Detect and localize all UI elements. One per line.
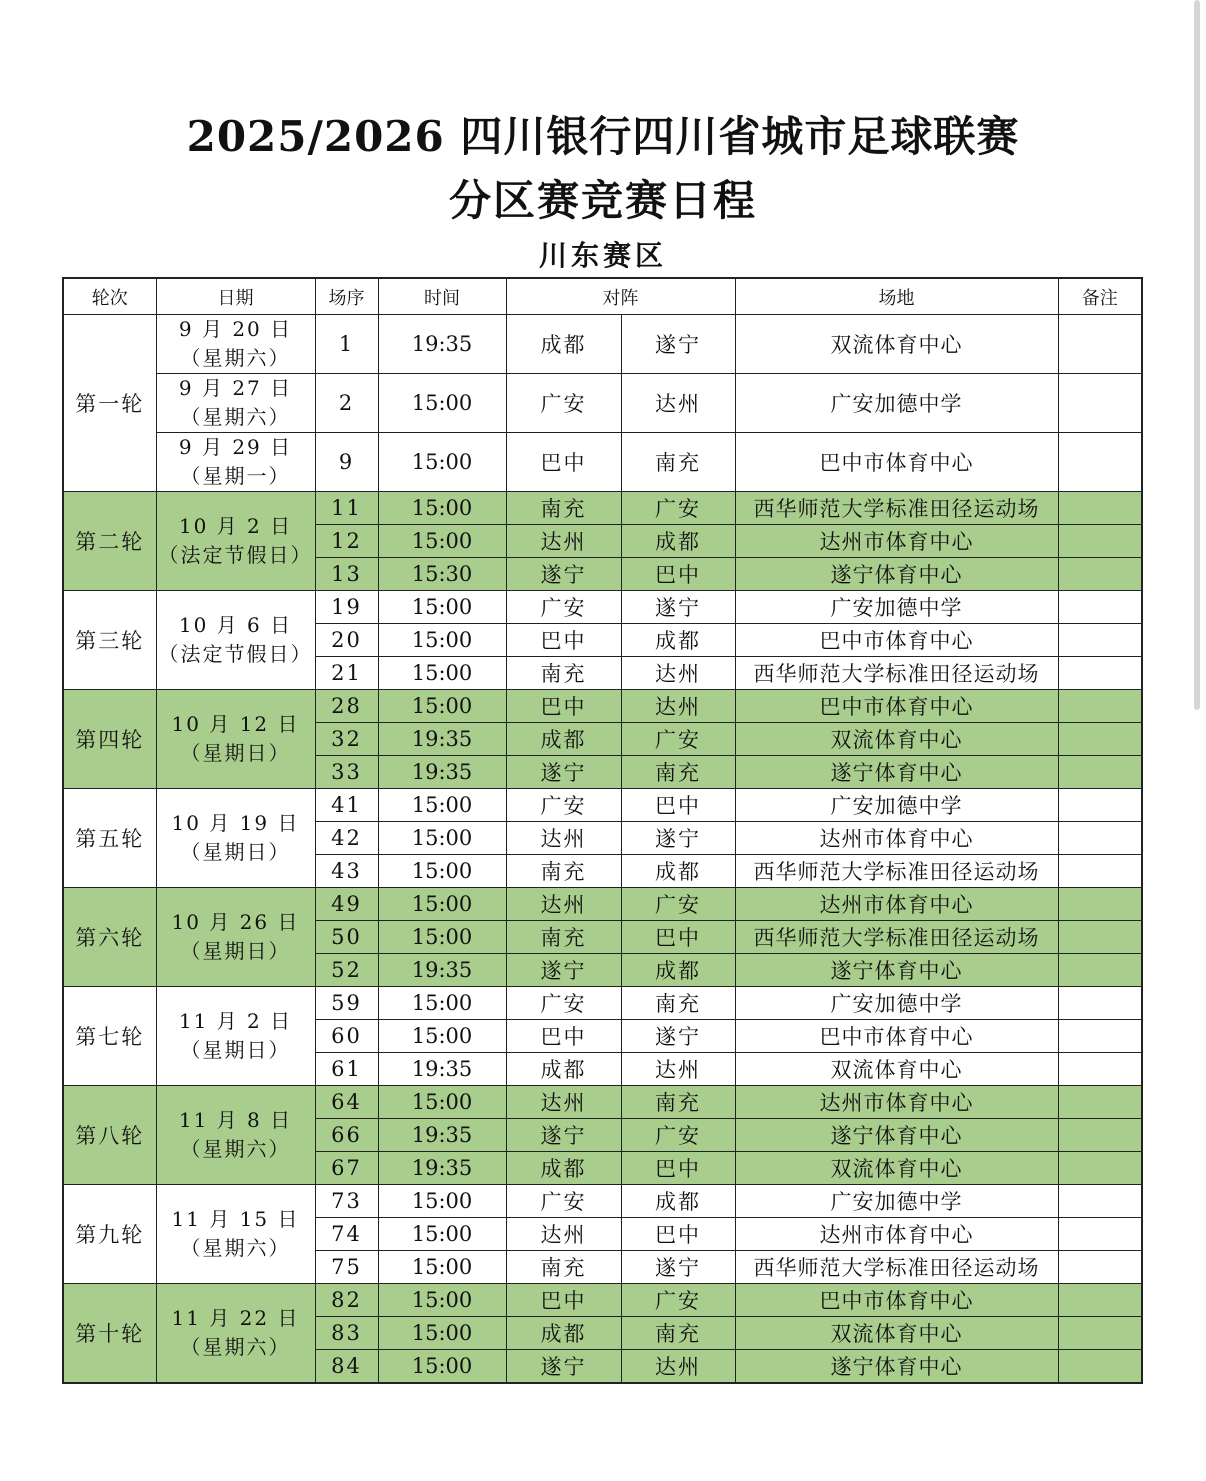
kickoff-time: 19:35 [378, 1119, 506, 1152]
venue: 巴中市体育中心 [735, 1020, 1058, 1053]
note [1058, 954, 1142, 987]
away-team: 遂宁 [621, 315, 735, 374]
away-team: 广安 [621, 1119, 735, 1152]
kickoff-time: 15:00 [378, 822, 506, 855]
match-no: 21 [315, 657, 378, 690]
note [1058, 822, 1142, 855]
match-no: 49 [315, 888, 378, 921]
header-venue: 场地 [735, 278, 1058, 315]
header-time: 时间 [378, 278, 506, 315]
home-team: 巴中 [506, 690, 621, 723]
region-title: 川东赛区 [538, 239, 667, 272]
match-no: 52 [315, 954, 378, 987]
match-date [156, 374, 315, 433]
round-date [156, 888, 315, 987]
round-label: 第八轮 [63, 1086, 156, 1185]
date-text: 9 月 29 日 [178, 435, 293, 459]
round-date [156, 1185, 315, 1284]
venue: 西华师范大学标准田径运动场 [735, 1251, 1058, 1284]
home-team: 成都 [506, 1152, 621, 1185]
round-label: 第三轮 [63, 591, 156, 690]
note [1058, 855, 1142, 888]
note [1058, 1053, 1142, 1086]
home-team: 南充 [506, 855, 621, 888]
match-no: 42 [315, 822, 378, 855]
table-row [63, 1284, 1142, 1317]
kickoff-time: 15:00 [378, 987, 506, 1020]
venue: 遂宁体育中心 [735, 954, 1058, 987]
kickoff-time: 15:30 [378, 558, 506, 591]
weekday-text: （星期六） [180, 1334, 291, 1359]
away-team: 成都 [621, 855, 735, 888]
away-team: 南充 [621, 1317, 735, 1350]
note [1058, 1086, 1142, 1119]
table-row [63, 374, 1142, 433]
away-team: 巴中 [621, 1152, 735, 1185]
kickoff-time: 15:00 [378, 855, 506, 888]
home-team: 南充 [506, 657, 621, 690]
kickoff-time: 15:00 [378, 433, 506, 492]
round-date [156, 591, 315, 690]
away-team: 广安 [621, 888, 735, 921]
weekday-text: （星期六） [180, 405, 291, 429]
kickoff-time: 15:00 [378, 888, 506, 921]
away-team: 遂宁 [621, 1251, 735, 1284]
kickoff-time: 15:00 [378, 1020, 506, 1053]
table-row [63, 690, 1142, 723]
weekday-text: （星期一） [180, 464, 291, 488]
away-team: 广安 [621, 492, 735, 525]
match-no: 64 [315, 1086, 378, 1119]
table-row [63, 591, 1142, 624]
header-fixture: 对阵 [506, 278, 735, 315]
header-date: 日期 [156, 278, 315, 315]
note [1058, 591, 1142, 624]
match-no: 75 [315, 1251, 378, 1284]
kickoff-time: 15:00 [378, 1317, 506, 1350]
home-team: 达州 [506, 1086, 621, 1119]
away-team: 巴中 [621, 558, 735, 591]
date-text: 11 月 15 日 [171, 1207, 300, 1231]
away-team: 巴中 [621, 789, 735, 822]
home-team: 遂宁 [506, 1350, 621, 1383]
home-team: 达州 [506, 888, 621, 921]
note [1058, 756, 1142, 789]
away-team: 达州 [621, 374, 735, 433]
round-date [156, 690, 315, 789]
round-date [156, 789, 315, 888]
away-team: 遂宁 [621, 591, 735, 624]
away-team: 南充 [621, 987, 735, 1020]
home-team: 达州 [506, 525, 621, 558]
away-team: 遂宁 [621, 822, 735, 855]
kickoff-time: 15:00 [378, 591, 506, 624]
match-no: 43 [315, 855, 378, 888]
match-no: 59 [315, 987, 378, 1020]
venue: 双流体育中心 [735, 1317, 1058, 1350]
match-no: 50 [315, 921, 378, 954]
venue: 巴中市体育中心 [735, 1284, 1058, 1317]
home-team: 巴中 [506, 1284, 621, 1317]
home-team: 广安 [506, 591, 621, 624]
venue: 双流体育中心 [735, 1152, 1058, 1185]
kickoff-time: 15:00 [378, 492, 506, 525]
away-team: 达州 [621, 1053, 735, 1086]
venue: 广安加德中学 [735, 591, 1058, 624]
home-team: 南充 [506, 921, 621, 954]
kickoff-time: 15:00 [378, 789, 506, 822]
table-row [63, 1185, 1142, 1218]
note [1058, 690, 1142, 723]
round-label: 第二轮 [63, 492, 156, 591]
kickoff-time: 15:00 [378, 1218, 506, 1251]
note [1058, 624, 1142, 657]
venue: 西华师范大学标准田径运动场 [735, 921, 1058, 954]
table-row [63, 987, 1142, 1020]
kickoff-time: 15:00 [378, 525, 506, 558]
match-date [156, 433, 315, 492]
kickoff-time: 15:00 [378, 690, 506, 723]
venue: 西华师范大学标准田径运动场 [735, 492, 1058, 525]
home-team: 广安 [506, 987, 621, 1020]
match-date [156, 315, 315, 374]
round-label: 第七轮 [63, 987, 156, 1086]
weekday-text: （星期日） [180, 840, 291, 864]
match-no: 74 [315, 1218, 378, 1251]
home-team: 达州 [506, 822, 621, 855]
round-label: 第十轮 [63, 1284, 156, 1383]
away-team: 巴中 [621, 1218, 735, 1251]
date-text: 11 月 8 日 [178, 1108, 293, 1132]
match-no: 61 [315, 1053, 378, 1086]
weekday-text: （星期六） [180, 346, 291, 370]
scrollbar[interactable] [1194, 0, 1200, 710]
match-no: 73 [315, 1185, 378, 1218]
match-no: 28 [315, 690, 378, 723]
note [1058, 1152, 1142, 1185]
table-header-row [63, 278, 1142, 315]
weekday-text: （星期日） [180, 1038, 291, 1062]
venue: 巴中市体育中心 [735, 624, 1058, 657]
note [1058, 1218, 1142, 1251]
header-match-no: 场序 [315, 278, 378, 315]
note [1058, 315, 1142, 374]
round-label: 第五轮 [63, 789, 156, 888]
note [1058, 374, 1142, 433]
note [1058, 1251, 1142, 1284]
venue: 遂宁体育中心 [735, 756, 1058, 789]
venue: 达州市体育中心 [735, 822, 1058, 855]
note [1058, 1317, 1142, 1350]
weekday-text: （星期六） [180, 1236, 291, 1260]
weekday-text: （法定节假日） [158, 642, 313, 666]
kickoff-time: 15:00 [378, 1185, 506, 1218]
note [1058, 433, 1142, 492]
schedule-table [62, 277, 1143, 1384]
kickoff-time: 15:00 [378, 657, 506, 690]
home-team: 成都 [506, 315, 621, 374]
table-row [63, 433, 1142, 492]
venue: 西华师范大学标准田径运动场 [735, 855, 1058, 888]
venue: 广安加德中学 [735, 987, 1058, 1020]
kickoff-time: 19:35 [378, 756, 506, 789]
kickoff-time: 15:00 [378, 921, 506, 954]
match-no: 84 [315, 1350, 378, 1383]
match-no: 11 [315, 492, 378, 525]
away-team: 达州 [621, 690, 735, 723]
table-row [63, 789, 1142, 822]
home-team: 遂宁 [506, 1119, 621, 1152]
header-note: 备注 [1058, 278, 1142, 315]
round-label: 第四轮 [63, 690, 156, 789]
date-text: 10 月 6 日 [178, 613, 293, 637]
kickoff-time: 19:35 [378, 723, 506, 756]
away-team: 南充 [621, 756, 735, 789]
home-team: 达州 [506, 1218, 621, 1251]
match-no: 12 [315, 525, 378, 558]
home-team: 巴中 [506, 433, 621, 492]
away-team: 达州 [621, 657, 735, 690]
venue: 双流体育中心 [735, 1053, 1058, 1086]
venue: 广安加德中学 [735, 789, 1058, 822]
away-team: 成都 [621, 1185, 735, 1218]
match-no: 1 [315, 315, 378, 374]
note [1058, 921, 1142, 954]
weekday-text: （星期日） [180, 939, 291, 963]
match-no: 82 [315, 1284, 378, 1317]
venue: 达州市体育中心 [735, 1086, 1058, 1119]
match-no: 41 [315, 789, 378, 822]
home-team: 遂宁 [506, 954, 621, 987]
away-team: 达州 [621, 1350, 735, 1383]
round-date [156, 987, 315, 1086]
home-team: 巴中 [506, 624, 621, 657]
away-team: 广安 [621, 723, 735, 756]
document-title: 2025/2026 四川银行四川省城市足球联赛 [186, 112, 1020, 161]
note [1058, 723, 1142, 756]
document-subtitle: 分区赛竞赛日程 [448, 176, 757, 225]
date-text: 11 月 2 日 [178, 1009, 293, 1033]
venue: 达州市体育中心 [735, 1218, 1058, 1251]
note [1058, 888, 1142, 921]
kickoff-time: 15:00 [378, 624, 506, 657]
weekday-text: （星期六） [180, 1137, 291, 1161]
venue: 巴中市体育中心 [735, 690, 1058, 723]
kickoff-time: 15:00 [378, 1284, 506, 1317]
match-no: 2 [315, 374, 378, 433]
venue: 遂宁体育中心 [735, 1119, 1058, 1152]
round-label: 第一轮 [63, 315, 156, 492]
note [1058, 558, 1142, 591]
away-team: 遂宁 [621, 1020, 735, 1053]
kickoff-time: 15:00 [378, 1251, 506, 1284]
venue: 广安加德中学 [735, 374, 1058, 433]
schedule-body [63, 315, 1142, 1383]
home-team: 成都 [506, 723, 621, 756]
note [1058, 1284, 1142, 1317]
note [1058, 1350, 1142, 1383]
kickoff-time: 15:00 [378, 374, 506, 433]
table-row [63, 492, 1142, 525]
kickoff-time: 19:35 [378, 1053, 506, 1086]
kickoff-time: 15:00 [378, 1350, 506, 1383]
away-team: 南充 [621, 433, 735, 492]
home-team: 南充 [506, 1251, 621, 1284]
venue: 遂宁体育中心 [735, 558, 1058, 591]
home-team: 广安 [506, 374, 621, 433]
away-team: 成都 [621, 525, 735, 558]
home-team: 广安 [506, 1185, 621, 1218]
round-label: 第六轮 [63, 888, 156, 987]
venue: 遂宁体育中心 [735, 1350, 1058, 1383]
venue: 达州市体育中心 [735, 888, 1058, 921]
match-no: 20 [315, 624, 378, 657]
note [1058, 525, 1142, 558]
kickoff-time: 19:35 [378, 954, 506, 987]
match-no: 32 [315, 723, 378, 756]
round-date [156, 492, 315, 591]
away-team: 巴中 [621, 921, 735, 954]
date-text: 10 月 26 日 [171, 910, 300, 934]
home-team: 成都 [506, 1053, 621, 1086]
date-text: 10 月 19 日 [171, 811, 300, 835]
venue: 双流体育中心 [735, 315, 1058, 374]
weekday-text: （法定节假日） [158, 543, 313, 567]
home-team: 遂宁 [506, 756, 621, 789]
note [1058, 1185, 1142, 1218]
date-text: 9 月 20 日 [178, 317, 293, 341]
venue: 西华师范大学标准田径运动场 [735, 657, 1058, 690]
kickoff-time: 15:00 [378, 1086, 506, 1119]
match-no: 66 [315, 1119, 378, 1152]
round-date [156, 1284, 315, 1383]
header-round: 轮次 [63, 278, 156, 315]
note [1058, 1119, 1142, 1152]
away-team: 成都 [621, 954, 735, 987]
match-no: 67 [315, 1152, 378, 1185]
kickoff-time: 19:35 [378, 1152, 506, 1185]
match-no: 9 [315, 433, 378, 492]
home-team: 广安 [506, 789, 621, 822]
kickoff-time: 19:35 [378, 315, 506, 374]
table-row [63, 1086, 1142, 1119]
date-text: 10 月 2 日 [178, 514, 293, 538]
match-no: 83 [315, 1317, 378, 1350]
table-row [63, 315, 1142, 374]
note [1058, 1020, 1142, 1053]
note [1058, 987, 1142, 1020]
venue: 达州市体育中心 [735, 525, 1058, 558]
home-team: 成都 [506, 1317, 621, 1350]
venue: 广安加德中学 [735, 1185, 1058, 1218]
note [1058, 492, 1142, 525]
venue: 双流体育中心 [735, 723, 1058, 756]
match-no: 33 [315, 756, 378, 789]
date-text: 10 月 12 日 [171, 712, 300, 736]
round-label: 第九轮 [63, 1185, 156, 1284]
venue: 巴中市体育中心 [735, 433, 1058, 492]
match-no: 19 [315, 591, 378, 624]
date-text: 9 月 27 日 [178, 376, 293, 400]
table-row [63, 888, 1142, 921]
match-no: 13 [315, 558, 378, 591]
round-date [156, 1086, 315, 1185]
note [1058, 657, 1142, 690]
away-team: 南充 [621, 1086, 735, 1119]
home-team: 南充 [506, 492, 621, 525]
match-no: 60 [315, 1020, 378, 1053]
home-team: 巴中 [506, 1020, 621, 1053]
weekday-text: （星期日） [180, 741, 291, 765]
date-text: 11 月 22 日 [171, 1305, 300, 1330]
home-team: 遂宁 [506, 558, 621, 591]
away-team: 广安 [621, 1284, 735, 1317]
away-team: 成都 [621, 624, 735, 657]
note [1058, 789, 1142, 822]
